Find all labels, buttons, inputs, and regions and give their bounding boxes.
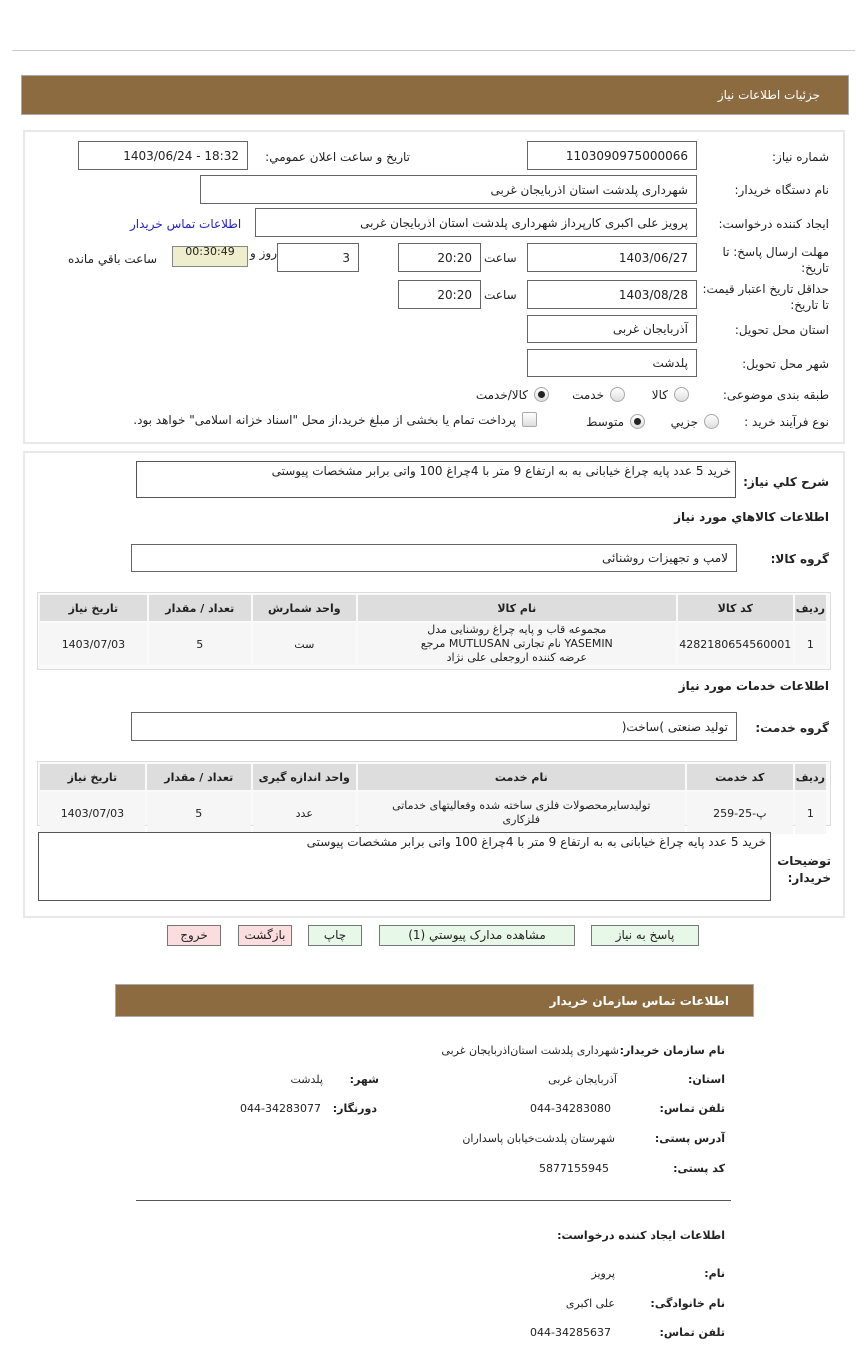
col-header: نام کالا <box>358 595 676 621</box>
cell-qty: 5 <box>149 623 251 665</box>
table-header-row <box>40 595 826 621</box>
col-header: تعداد / مقدار <box>149 595 251 621</box>
col-header: تاریخ نیاز <box>40 764 145 790</box>
cell-date: 1403/07/03 <box>40 792 145 834</box>
remaining-time-counter: 00:30:49 <box>172 246 248 267</box>
postal-value: 5877155945 <box>539 1162 609 1175</box>
buyer-org-label: نام دستگاه خریدار: <box>734 183 829 197</box>
top-divider <box>12 50 855 51</box>
option-label: جزیي <box>670 414 698 429</box>
radio-icon[interactable] <box>610 387 625 402</box>
cell-unit: ست <box>253 623 356 665</box>
col-header: کد خدمت <box>687 764 793 790</box>
validity-date-field: 1403/08/28 <box>527 280 697 309</box>
col-header: نام خدمت <box>358 764 685 790</box>
table-row <box>40 623 826 665</box>
page-title: جزئیات اطلاعات نیاز <box>717 88 820 102</box>
radio-icon[interactable] <box>704 414 719 429</box>
col-header: کد کالا <box>678 595 793 621</box>
cell-code: 4282180654560001 <box>678 623 793 665</box>
option-label: کالا <box>651 387 668 402</box>
table-row <box>40 792 826 834</box>
deadline-date-field: 1403/06/27 <box>527 243 697 272</box>
cell-name: مجموعه قاب و پایه چراغ روشنایی مدل YASEMIN نام تجارتی MUTLUSAN مرجع عرضه کننده اروجعلی علی نژاد <box>358 623 676 665</box>
exit-button[interactable]: خروج <box>167 925 221 946</box>
table-header-row <box>40 764 826 790</box>
name-value: پرویز <box>591 1267 615 1280</box>
reply-button[interactable]: پاسخ به نیاز <box>591 925 699 946</box>
family-value: علی اکبری <box>565 1297 615 1310</box>
province-value: آذربایجان غربی <box>548 1073 617 1086</box>
view-attachments-button[interactable]: مشاهده مدارک پیوستي (1) <box>379 925 575 946</box>
phone-label: تلفن تماس: <box>659 1102 725 1115</box>
col-header: تعداد / مقدار <box>147 764 251 790</box>
process-option-minor[interactable] <box>671 414 719 429</box>
cell-qty: 5 <box>147 792 251 834</box>
need-number-label: شماره نیاز: <box>772 150 829 164</box>
radio-selected-icon[interactable] <box>630 414 645 429</box>
deadline-label: مهلت ارسال پاسخ: تا تاریخ: <box>722 245 829 275</box>
category-label: طبقه بندی موضوعی: <box>722 388 829 402</box>
city-value: پلدشت <box>290 1073 323 1086</box>
address-value: شهرستان پلدشت‌خیابان پاسداران <box>462 1132 615 1145</box>
cell-code: پ-25-259 <box>687 792 793 834</box>
fax-label: دورنگار: <box>332 1102 377 1115</box>
days-remaining-field: 3 <box>277 243 359 272</box>
need-number-field: 1103090975000066 <box>527 141 697 170</box>
goods-table <box>38 593 828 667</box>
process-label: نوع فرآیند خرید : <box>744 415 829 429</box>
name-label: نام: <box>704 1267 725 1280</box>
days-label: روز و <box>250 246 277 260</box>
process-option-medium[interactable] <box>586 414 645 429</box>
col-header: واحد اندازه گیری <box>253 764 356 790</box>
col-header: ردیف <box>795 595 826 621</box>
section-divider <box>136 1200 731 1201</box>
buyer-contact-link[interactable]: اطلاعات تماس خریدار <box>130 217 242 231</box>
page-header <box>21 75 849 115</box>
deadline-time-field: 20:20 <box>398 243 481 272</box>
service-group-field: تولید صنعتی )ساخت( <box>131 712 737 741</box>
creator-field: پرویز علی اکبری کارپرداز شهرداری پلدشت استان اذربایجان غربی <box>255 208 697 237</box>
creator-phone-label: تلفن تماس: <box>659 1326 725 1339</box>
buyer-notes-label: توضیحات خریدار: <box>777 854 831 885</box>
creator-phone-value: 044-34285637 <box>530 1326 611 1339</box>
city-label: شهر: <box>349 1073 379 1086</box>
goods-group-label: گروه کالا: <box>770 552 829 566</box>
creator-label: ایجاد کننده درخواست: <box>718 217 829 231</box>
print-button[interactable]: چاپ <box>308 925 362 946</box>
col-header: واحد شمارش <box>253 595 356 621</box>
category-option-both[interactable] <box>476 387 549 402</box>
col-header: ردیف <box>795 764 826 790</box>
announce-label: تاريخ و ساعت اعلان عمومي: <box>265 150 410 164</box>
postal-label: کد پستی: <box>673 1162 725 1175</box>
summary-field: خرید 5 عدد پایه چراغ خیابانی به به ارتفاع 9 متر با 4چراغ 100 واتی برابر مشخصات پیوستی <box>136 461 736 498</box>
validity-time-field: 20:20 <box>398 280 481 309</box>
option-label: کالا/خدمت <box>475 387 528 402</box>
treasury-note: پرداخت تمام یا بخشی از مبلغ خرید،از محل "اسناد خزانه اسلامی" خواهد بود. <box>133 412 516 427</box>
remaining-label: ساعت باقي مانده <box>68 252 158 266</box>
checkbox-icon[interactable] <box>522 412 537 427</box>
province-label: استان محل تحویل: <box>734 323 829 337</box>
city-field: پلدشت <box>527 349 697 377</box>
category-option-service[interactable] <box>572 387 625 402</box>
back-button[interactable]: بازگشت <box>238 925 292 946</box>
category-option-goods[interactable] <box>652 387 689 402</box>
buyer-contact-title: اطلاعات تماس سازمان خریدار <box>549 994 729 1008</box>
city-label: شهر محل تحویل: <box>742 357 829 371</box>
address-label: آدرس پستی: <box>654 1132 725 1145</box>
option-label: خدمت <box>572 387 604 402</box>
org-label: نام سازمان خریدار: <box>619 1044 725 1057</box>
cell-date: 1403/07/03 <box>40 623 147 665</box>
service-group-label: گروه خدمت: <box>755 721 829 735</box>
goods-group-field: لامپ و تجهیزات روشنائی <box>131 544 737 572</box>
cell-name: تولیدسایرمحصولات فلزی ساخته شده وفعالیتهای خدماتی فلزکاری <box>358 792 685 834</box>
fax-value: 044-34283077 <box>240 1102 321 1115</box>
creator-info-title: اطلاعات ایجاد کننده درخواست: <box>557 1229 725 1242</box>
buyer-notes-field: خرید 5 عدد پایه چراغ خیابانی به به ارتفاع 9 متر با 4چراغ 100 واتی برابر مشخصات پیوستی <box>38 832 771 901</box>
family-label: نام خانوادگی: <box>650 1297 725 1310</box>
validity-time-label: ساعت <box>484 288 517 302</box>
announce-field: 1403/06/24 - 18:32 <box>78 141 248 170</box>
summary-label: شرح کلي نياز: <box>743 475 829 489</box>
services-section-title: اطلاعات خدمات مورد نياز <box>678 679 829 693</box>
cell-row: 1 <box>795 623 826 665</box>
org-value: شهرداری پلدشت استان‌اذربایجان غربی <box>441 1044 619 1057</box>
deadline-time-label: ساعت <box>484 251 517 265</box>
province-label: استان: <box>688 1073 725 1086</box>
radio-icon[interactable] <box>674 387 689 402</box>
buyer-org-field: شهرداری پلدشت استان اذربایجان غربی <box>200 175 697 204</box>
cell-row: 1 <box>795 792 826 834</box>
buyer-contact-header <box>115 984 754 1017</box>
province-field: آذربایجان غربی <box>527 315 697 343</box>
services-table <box>38 762 828 836</box>
phone-value: 044-34283080 <box>530 1102 611 1115</box>
cell-unit: عدد <box>253 792 356 834</box>
col-header: تاریخ نیاز <box>40 595 147 621</box>
goods-section-title: اطلاعات کالاهاي مورد نياز <box>674 510 829 524</box>
radio-selected-icon[interactable] <box>534 387 549 402</box>
option-label: متوسط <box>586 414 624 429</box>
validity-label: حداقل تاریخ اعتبار قیمت: تا تاریخ: <box>702 282 829 312</box>
treasury-checkbox-row[interactable] <box>133 412 537 427</box>
